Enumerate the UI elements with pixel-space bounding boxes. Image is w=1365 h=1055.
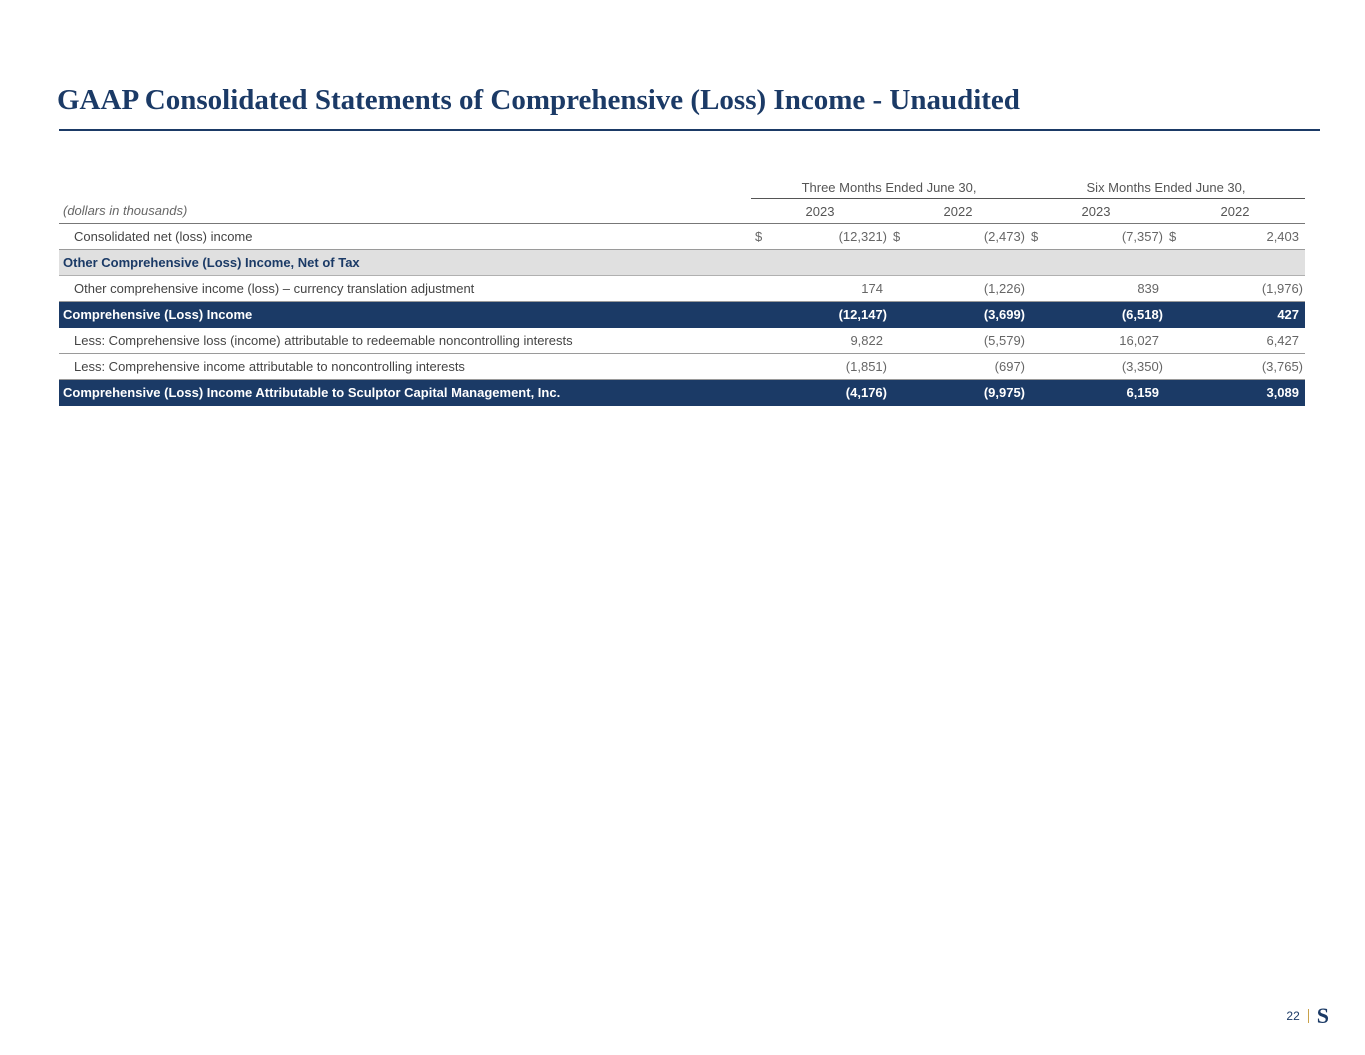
page-title: GAAP Consolidated Statements of Comprehensive (Loss) Income - Unaudited [57,84,1020,116]
period-header-three-months: Three Months Ended June 30, [751,176,1027,199]
cell-value: (4,176) [781,380,889,406]
page-footer [1286,1005,1329,1027]
title-divider [59,129,1320,131]
cell-value: (5,579) [919,328,1027,354]
comprehensive-income-table [59,176,1305,406]
cell-value: (1,851) [781,354,889,380]
year-header: 2023 [1027,199,1165,224]
cell-value: (2,473) [919,224,1027,250]
year-header-row [59,199,1305,224]
total-row [59,380,1305,406]
cell-value: 2,403 [1195,224,1305,250]
cell-value: (12,321) [781,224,889,250]
cell-value: 174 [781,276,889,302]
cell-value: (3,765) [1195,354,1305,380]
table-row [59,276,1305,302]
year-header: 2022 [1165,199,1305,224]
table-row [59,328,1305,354]
cell-value: 839 [1057,276,1165,302]
cell-value: 9,822 [781,328,889,354]
table-row [59,224,1305,250]
cell-value: 16,027 [1057,328,1165,354]
table-row [59,354,1305,380]
currency-symbol: $ [1165,224,1195,250]
cell-value: (697) [919,354,1027,380]
period-header-six-months: Six Months Ended June 30, [1027,176,1305,199]
page-number: 22 [1286,1009,1300,1023]
row-label: Less: Comprehensive loss (income) attributable to redeemable noncontrolling interests [59,328,751,354]
year-header: 2022 [889,199,1027,224]
footer-divider [1308,1009,1309,1023]
currency-symbol: $ [751,224,781,250]
cell-value: 6,159 [1057,380,1165,406]
row-label: Other comprehensive income (loss) – currency translation adjustment [59,276,751,302]
row-label: Consolidated net (loss) income [59,224,751,250]
cell-value: (7,357) [1057,224,1165,250]
row-label: Less: Comprehensive income attributable to noncontrolling interests [59,354,751,380]
cell-value: (3,699) [919,302,1027,328]
year-header: 2023 [751,199,889,224]
cell-value: (12,147) [781,302,889,328]
total-row [59,302,1305,328]
cell-value: (1,976) [1195,276,1305,302]
period-header-row [59,176,1305,199]
cell-value: (9,975) [919,380,1027,406]
currency-symbol: $ [889,224,919,250]
currency-symbol: $ [1027,224,1057,250]
row-label: Comprehensive (Loss) Income [59,302,751,328]
section-label: Other Comprehensive (Loss) Income, Net of Tax [59,250,1305,276]
cell-value: 6,427 [1195,328,1305,354]
cell-value: 427 [1195,302,1305,328]
cell-value: (6,518) [1057,302,1165,328]
section-header-row [59,250,1305,276]
company-logo: S [1316,1003,1329,1028]
units-label: (dollars in thousands) [59,199,751,224]
cell-value: (1,226) [919,276,1027,302]
row-label: Comprehensive (Loss) Income Attributable to Sculptor Capital Management, Inc. [59,380,751,406]
cell-value: (3,350) [1057,354,1165,380]
cell-value: 3,089 [1195,380,1305,406]
